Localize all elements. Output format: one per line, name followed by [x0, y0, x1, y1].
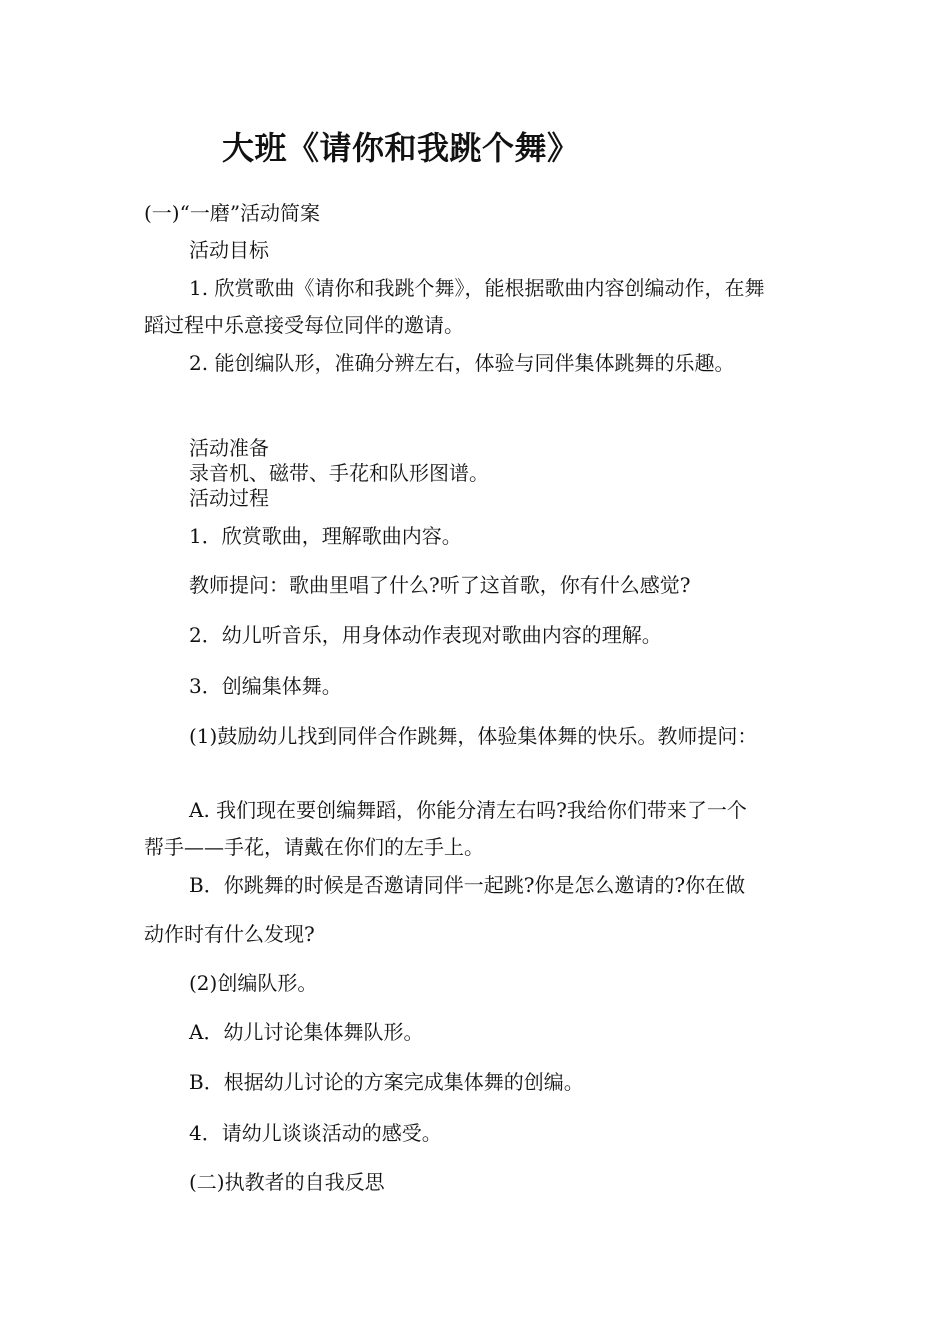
section-heading-2: (二)执教者的自我反思	[189, 1170, 385, 1194]
question-b-line-2: 动作时有什么发现?	[144, 922, 315, 946]
process-step-3: 3．创编集体舞。	[189, 674, 342, 698]
goal-1-line-2: 蹈过程中乐意接受每位同伴的邀请。	[144, 313, 464, 337]
subheading-process: 活动过程	[189, 486, 269, 510]
formation-b: B．根据幼儿讨论的方案完成集体舞的创编。	[189, 1070, 584, 1094]
sub-step-2: (2)创编队形。	[189, 971, 318, 995]
sub-step-1: (1)鼓励幼儿找到同伴合作跳舞，体验集体舞的快乐。教师提问：	[189, 724, 758, 748]
question-a-line-1: A. 我们现在要创编舞蹈，你能分清左右吗?我给你们带来了一个	[189, 798, 747, 822]
document-title: 大班《请你和我跳个舞》	[222, 129, 580, 167]
question-a-line-2: 帮手——手花，请戴在你们的左手上。	[144, 835, 484, 859]
goal-1-line-1: 1. 欣赏歌曲《请你和我跳个舞》，能根据歌曲内容创编动作，在舞	[189, 276, 765, 300]
process-step-1: 1．欣赏歌曲，理解歌曲内容。	[189, 524, 462, 548]
subheading-preparation: 活动准备	[189, 436, 269, 460]
process-step-2: 2．幼儿听音乐，用身体动作表现对歌曲内容的理解。	[189, 623, 662, 647]
preparation-items: 录音机、磁带、手花和队形图谱。	[189, 461, 489, 485]
goal-2: 2. 能创编队形，准确分辨左右，体验与同伴集体跳舞的乐趣。	[189, 351, 735, 375]
question-b-line-1: B．你跳舞的时候是否邀请同伴一起跳?你是怎么邀请的?你在做	[189, 873, 746, 897]
subheading-goals: 活动目标	[189, 238, 269, 262]
formation-a: A．幼儿讨论集体舞队形。	[189, 1020, 424, 1044]
process-step-4: 4．请幼儿谈谈活动的感受。	[189, 1121, 442, 1145]
teacher-question-1: 教师提问：歌曲里唱了什么?听了这首歌，你有什么感觉?	[189, 573, 691, 597]
section-heading-1: (一)“一磨”活动简案	[144, 201, 321, 225]
